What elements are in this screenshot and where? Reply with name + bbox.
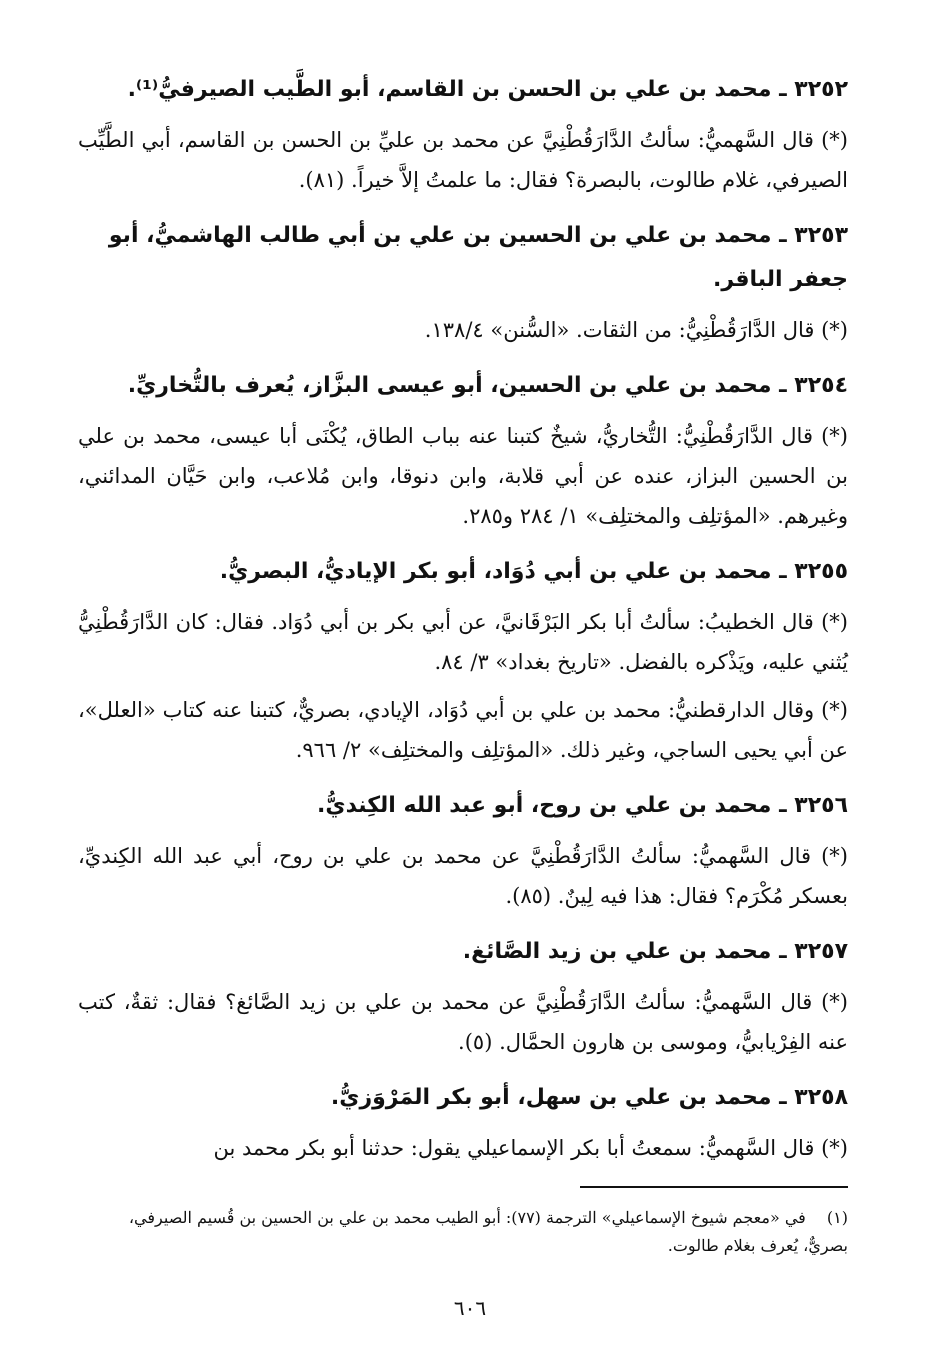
entry-heading: ٣٢٥٤ ـ محمد بن علي بن الحسين، أبو عيسى البزَّاز، يُعرف بالتُّخاريِّ. <box>127 373 848 398</box>
page-number: ٦٠٦ <box>453 1296 487 1320</box>
entry-paragraph: (*) قال السَّهميُّ: سألتُ الدَّارَقُطْنِيَّ عن محمد بن علي بن روح، أبي عبد الله الكِنديِّ، بعسكر مُكْرَم؟ فقال: هذا فيه لِينٌ. (٨٥). <box>78 844 848 908</box>
entry-paragraph: (*) وقال الدارقطنيُّ: محمد بن علي بن أبي دُوَاد، الإيادي، بصريٌّ، كتبنا عنه كتاب «العلل»، عن أبي يحيى الساجي، وغير ذلك. «المؤتلِف والمختلِف» ٢/ ٩٦٦. <box>78 698 848 762</box>
entry-paragraph: (*) قال السَّهميُّ: سمعتُ أبا بكر الإسماعيلي يقول: حدثنا أبو بكر محمد بن <box>213 1136 848 1160</box>
entry-3258 <box>78 1076 848 1168</box>
footnote-separator <box>580 1186 848 1188</box>
entry-3255 <box>78 550 848 770</box>
footnote <box>80 1204 848 1260</box>
entry-3254 <box>78 364 848 536</box>
entry-paragraph: (*) قال السَّهميُّ: سألتُ الدَّارَقُطْنِيَّ عن محمد بن عليِّ بن الحسن بن القاسم، أبي الطَّيِّب الصيرفي، غلام طالوت، بالبصرة؟ فقال: ما علمتُ إلاَّ خيراً. (٨١). <box>78 128 848 192</box>
entry-heading: ٣٢٥٧ ـ محمد بن علي بن زيد الصَّائغ. <box>462 939 848 964</box>
entry-3252 <box>78 68 848 200</box>
entry-paragraph: (*) قال الخطيبُ: سألتُ أبا بكر البَرْقَانيَّ، عن أبي بكر بن أبي دُوَاد. فقال: كان الدَّارَقُطْنِيُّ يُثني عليه، ويَذْكره بالفضل. «تاريخ بغداد» ٣/ ٨٤. <box>78 610 848 674</box>
entry-heading: ٣٢٥٣ ـ محمد بن علي بن الحسين بن علي بن أبي طالب الهاشميُّ، أبو جعفر الباقر. <box>108 223 848 292</box>
footnote-text: في «معجم شيوخ الإسماعيلي» الترجمة (٧٧): أبو الطيب محمد بن علي بن الحسين بن قُسيم الصيرفي، بصريٌّ، يُعرف بغلام طالوت. <box>128 1208 848 1255</box>
footnote-number: (١) <box>826 1208 848 1227</box>
entry-heading: ٣٢٥٦ ـ محمد بن علي بن روح، أبو عبد الله الكِنديُّ. <box>317 793 848 818</box>
entry-heading: ٣٢٥٢ ـ محمد بن علي بن الحسن بن القاسم، أبو الطَّيب الصيرفيُّ⁽¹⁾. <box>127 77 848 102</box>
entry-3256 <box>78 784 848 916</box>
entry-heading: ٣٢٥٥ ـ محمد بن علي بن أبي دُوَاد، أبو بكر الإياديُّ، البصريُّ. <box>219 559 848 584</box>
entry-paragraph: (*) قال الدَّارَقُطْنِيُّ: التُّخاريُّ، شيخٌ كتبنا عنه بباب الطاق، يُكْنَى أبا عيسى، محمد بن علي بن الحسين البزاز، عنده عن أبي قلابة، وابن دنوقا، وابن مُلاعب، وابن حَيَّان المدائني، وغيرهم. «المؤتلِف والمختلِف» ١/ ٢٨٤ و٢٨٥. <box>78 424 848 528</box>
entry-3257 <box>78 930 848 1062</box>
entry-paragraph: (*) قال السَّهميُّ: سألتُ الدَّارَقُطْنِيَّ عن محمد بن علي بن زيد الصَّائغ؟ فقال: ثقةٌ، كتب عنه الفِرْيابيُّ، وموسى بن هارون الحمَّال. (٥). <box>78 990 848 1054</box>
entry-heading: ٣٢٥٨ ـ محمد بن علي بن سهل، أبو بكر المَرْوَزيُّ. <box>330 1085 848 1110</box>
entry-paragraph: (*) قال الدَّارَقُطْنِيُّ: من الثقات. «السُّنن» ١٣٨/٤. <box>424 318 848 342</box>
entry-3253 <box>78 214 848 350</box>
